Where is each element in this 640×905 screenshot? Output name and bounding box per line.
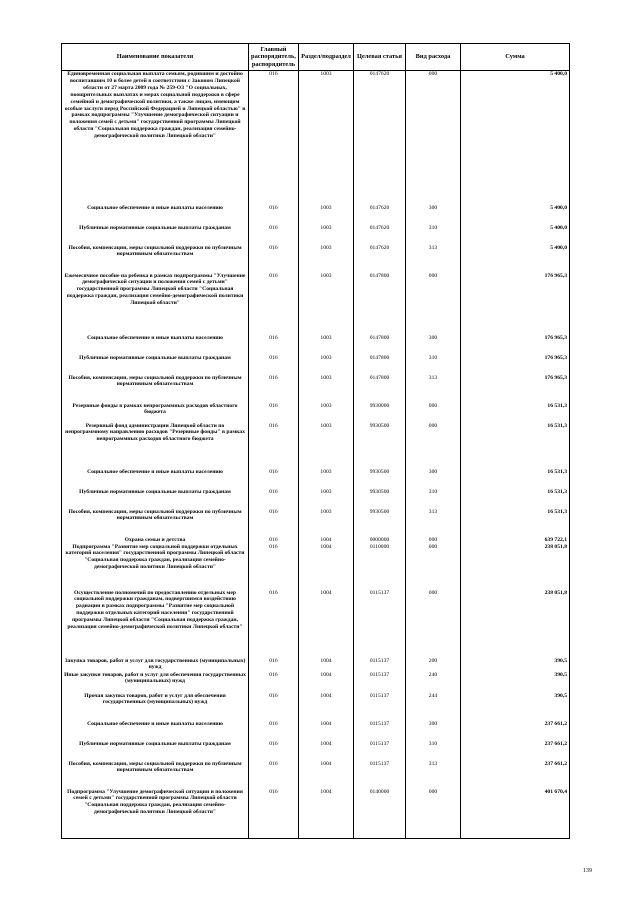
- cell-cs: 0115137: [354, 658, 406, 672]
- cell-razdel: 1003: [299, 355, 354, 375]
- cell-vr: 000: [406, 537, 461, 544]
- cell-vr: 000: [406, 789, 461, 839]
- table-row: [62, 225, 570, 245]
- cell-glav: 016: [249, 658, 299, 672]
- table-row: [62, 375, 570, 403]
- cell-cs: 0147800: [354, 335, 406, 355]
- cell-vr: 000: [406, 403, 461, 423]
- cell-vr: 300: [406, 469, 461, 489]
- table-header-row: [62, 44, 570, 71]
- cell-razdel: 1003: [299, 71, 354, 205]
- cell-glav: 016: [249, 403, 299, 423]
- table-row: [62, 489, 570, 509]
- cell-name: Социальное обеспечение и иные выплаты населению: [62, 721, 249, 741]
- cell-razdel: 1003: [299, 245, 354, 273]
- cell-vr: 000: [406, 544, 461, 590]
- cell-vr: 000: [406, 273, 461, 335]
- cell-vr: 000: [406, 71, 461, 205]
- cell-razdel: 1004: [299, 590, 354, 658]
- cell-summa: 176 965,3: [461, 355, 570, 375]
- cell-vr: 300: [406, 205, 461, 225]
- cell-cs: 0147620: [354, 205, 406, 225]
- cell-cs: 0115137: [354, 761, 406, 789]
- cell-razdel: 1003: [299, 489, 354, 509]
- table-row: [62, 205, 570, 225]
- table-row: [62, 789, 570, 839]
- cell-razdel: 1003: [299, 273, 354, 335]
- cell-vr: 313: [406, 761, 461, 789]
- cell-name: Социальное обеспечение и иные выплаты населению: [62, 335, 249, 355]
- cell-glav: 016: [249, 355, 299, 375]
- cell-summa: 176 965,3: [461, 273, 570, 335]
- cell-glav: 016: [249, 469, 299, 489]
- cell-razdel: 1004: [299, 789, 354, 839]
- header-razdel: Раздел/подраздел: [299, 44, 354, 71]
- cell-cs: 0110000: [354, 544, 406, 590]
- cell-cs: 0115137: [354, 741, 406, 761]
- table-row: [62, 469, 570, 489]
- cell-glav: 016: [249, 761, 299, 789]
- header-name: Наименование показателя: [62, 44, 249, 71]
- cell-razdel: 1004: [299, 741, 354, 761]
- cell-vr: 313: [406, 509, 461, 537]
- cell-glav: 016: [249, 721, 299, 741]
- cell-razdel: 1003: [299, 375, 354, 403]
- cell-razdel: 1003: [299, 403, 354, 423]
- cell-vr: 000: [406, 423, 461, 469]
- cell-name: Социальное обеспечение и иные выплаты населению: [62, 469, 249, 489]
- cell-summa: 5 400,0: [461, 245, 570, 273]
- cell-name: Прочая закупка товаров, работ и услуг для обеспечения государственных (муниципальных) нужд: [62, 693, 249, 721]
- cell-cs: 9930000: [354, 403, 406, 423]
- table-row: [62, 721, 570, 741]
- cell-glav: 016: [249, 423, 299, 469]
- cell-vr: 310: [406, 225, 461, 245]
- table-row: [62, 71, 570, 205]
- cell-summa: 5 400,0: [461, 225, 570, 245]
- table-row: [62, 273, 570, 335]
- cell-razdel: 1003: [299, 469, 354, 489]
- cell-cs: 0147800: [354, 355, 406, 375]
- cell-glav: 016: [249, 672, 299, 693]
- cell-glav: 016: [249, 544, 299, 590]
- cell-name: Пособия, компенсации, меры социальной поддержки по публичным нормативным обязательствам: [62, 375, 249, 403]
- cell-cs: 9930500: [354, 423, 406, 469]
- budget-table: [61, 43, 570, 839]
- cell-glav: 016: [249, 693, 299, 721]
- cell-summa: 176 965,3: [461, 335, 570, 355]
- cell-name: Закупка товаров, работ и услуг для государственных (муниципальных) нужд: [62, 658, 249, 672]
- cell-glav: 016: [249, 741, 299, 761]
- table-row: [62, 672, 570, 693]
- table-row: [62, 509, 570, 537]
- table-row: [62, 403, 570, 423]
- cell-vr: 313: [406, 375, 461, 403]
- cell-name: Осуществление полномочий по предоставлению отдельных мер социальной поддержки гражданам, подвергшимся воздействию радиации в рамках подпрограммы "Развитие мер социальной поддержки отдельных категорий населения" государственной программы Липецкой области "Социальная поддержка граждан, реализация семейно-демографической политики Липецкой области": [62, 590, 249, 658]
- cell-vr: 310: [406, 355, 461, 375]
- cell-glav: 016: [249, 225, 299, 245]
- cell-cs: 0115137: [354, 721, 406, 741]
- table-row: [62, 544, 570, 590]
- cell-razdel: 1003: [299, 423, 354, 469]
- cell-razdel: 1003: [299, 335, 354, 355]
- cell-name: Публичные нормативные социальные выплаты гражданам: [62, 489, 249, 509]
- table-row: [62, 658, 570, 672]
- cell-summa: 16 531,3: [461, 489, 570, 509]
- table-row: [62, 245, 570, 273]
- cell-vr: 000: [406, 590, 461, 658]
- table-row: [62, 537, 570, 544]
- cell-cs: 0147620: [354, 225, 406, 245]
- cell-cs: 9930500: [354, 469, 406, 489]
- cell-cs: 0115137: [354, 672, 406, 693]
- cell-glav: 016: [249, 375, 299, 403]
- cell-name: Подпрограмма "Улучшение демографической ситуации и положения семей с детьми" государственной программы Липецкой области "Социальная поддержка граждан, реализация семейно-демографической политики Липецкой области": [62, 789, 249, 839]
- cell-cs: 0115137: [354, 590, 406, 658]
- header-summa: Сумма: [461, 44, 570, 71]
- cell-name: Пособия, компенсации, меры социальной поддержки по публичным нормативным обязательствам: [62, 509, 249, 537]
- cell-name: Ежемесячное пособие на ребенка в рамках подпрограммы "Улучшение демографической ситуации и положения семей с детьми" государственной программы Липецкой области "Социальная поддержка граждан, реализация семейно-демографической политики Липецкой области": [62, 273, 249, 335]
- cell-summa: 237 661,2: [461, 721, 570, 741]
- cell-cs: 9930500: [354, 489, 406, 509]
- cell-summa: 237 661,2: [461, 761, 570, 789]
- cell-razdel: 1004: [299, 537, 354, 544]
- cell-summa: 16 531,3: [461, 403, 570, 423]
- table-row: [62, 355, 570, 375]
- cell-cs: 0115137: [354, 693, 406, 721]
- cell-cs: 0147620: [354, 71, 406, 205]
- table-row: [62, 761, 570, 789]
- cell-name: Охрана семьи и детства: [62, 537, 249, 544]
- cell-razdel: 1003: [299, 205, 354, 225]
- table-row: [62, 590, 570, 658]
- cell-vr: 200: [406, 658, 461, 672]
- cell-summa: 16 531,3: [461, 469, 570, 489]
- cell-summa: 238 051,8: [461, 544, 570, 590]
- cell-summa: 16 531,3: [461, 509, 570, 537]
- table-row: [62, 693, 570, 721]
- cell-name: Резервный фонд администрации Липецкой области по непрограммному направлению расходов "Резервные фонды" в рамках непрограммных расходов областного бюджета: [62, 423, 249, 469]
- cell-glav: 016: [249, 489, 299, 509]
- cell-razdel: 1004: [299, 693, 354, 721]
- cell-vr: 300: [406, 721, 461, 741]
- cell-name: Подпрограмма "Развитие мер социальной поддержки отдельных категорий населения" государственной программы Липецкой области "Социальная поддержка граждан, реализация семейно-демографической политики Липецкой области": [62, 544, 249, 590]
- page-number: 139: [583, 868, 592, 874]
- cell-glav: 016: [249, 590, 299, 658]
- cell-name: Иные закупки товаров, работ и услуг для обеспечения государственных (муниципальных) нужд: [62, 672, 249, 693]
- cell-glav: 016: [249, 71, 299, 205]
- header-vr: Вид расхода: [406, 44, 461, 71]
- cell-vr: 313: [406, 245, 461, 273]
- cell-cs: 0140000: [354, 789, 406, 839]
- cell-glav: 016: [249, 205, 299, 225]
- cell-razdel: 1004: [299, 672, 354, 693]
- cell-cs: 0000000: [354, 537, 406, 544]
- cell-cs: 0147800: [354, 375, 406, 403]
- cell-summa: 401 670,4: [461, 789, 570, 839]
- cell-razdel: 1004: [299, 721, 354, 741]
- header-cs: Целевая статья: [354, 44, 406, 71]
- cell-glav: 016: [249, 245, 299, 273]
- table-row: [62, 335, 570, 355]
- cell-name: Публичные нормативные социальные выплаты гражданам: [62, 741, 249, 761]
- cell-vr: 310: [406, 741, 461, 761]
- cell-name: Пособия, компенсации, меры социальной поддержки по публичным нормативным обязательствам: [62, 761, 249, 789]
- cell-razdel: 1004: [299, 658, 354, 672]
- cell-summa: 16 531,3: [461, 423, 570, 469]
- cell-razdel: 1003: [299, 225, 354, 245]
- cell-razdel: 1003: [299, 509, 354, 537]
- cell-cs: 0147800: [354, 273, 406, 335]
- cell-cs: 0147620: [354, 245, 406, 273]
- cell-name: Пособия, компенсации, меры социальной поддержки по публичным нормативным обязательствам: [62, 245, 249, 273]
- cell-summa: 390,5: [461, 658, 570, 672]
- table-body: [62, 71, 570, 839]
- cell-vr: 244: [406, 693, 461, 721]
- cell-name: Резервные фонды в рамках непрограммных расходов областного бюджета: [62, 403, 249, 423]
- cell-glav: 016: [249, 509, 299, 537]
- cell-razdel: 1004: [299, 761, 354, 789]
- cell-summa: 5 400,0: [461, 71, 570, 205]
- cell-summa: 238 051,8: [461, 590, 570, 658]
- cell-summa: 390,5: [461, 672, 570, 693]
- cell-vr: 240: [406, 672, 461, 693]
- cell-summa: 176 965,3: [461, 375, 570, 403]
- cell-glav: 016: [249, 273, 299, 335]
- cell-cs: 9930500: [354, 509, 406, 537]
- header-glav: Главный распорядитель, распорядитель: [249, 44, 299, 71]
- cell-name: Единовременная социальная выплата семьям, родившим и достойно воспитавшим 10 и более детей в соответствии с Законом Липецкой области от 27 марта 2009 года № 259-ОЗ "О социальных, поощрительных выплатах и мерах социальной поддержки в сфере семейной и демографической политики, а также лицам, имеющим особые заслуги перед Российской Федерацией и Липецкой областью" в рамках подпрограммы "Улучшение демографической ситуации и положения семей с детьми" государственной программы Липецкой области "Социальная поддержка граждан, реализация семейно-демографической политики Липецкой области": [62, 71, 249, 205]
- cell-glav: 016: [249, 537, 299, 544]
- cell-vr: 300: [406, 335, 461, 355]
- cell-summa: 5 400,0: [461, 205, 570, 225]
- table-row: [62, 423, 570, 469]
- cell-summa: 390,5: [461, 693, 570, 721]
- cell-summa: 639 722,1: [461, 537, 570, 544]
- cell-glav: 016: [249, 789, 299, 839]
- cell-razdel: 1004: [299, 544, 354, 590]
- cell-summa: 237 661,2: [461, 741, 570, 761]
- cell-name: Социальное обеспечение и иные выплаты населению: [62, 205, 249, 225]
- cell-vr: 310: [406, 489, 461, 509]
- table-row: [62, 741, 570, 761]
- cell-glav: 016: [249, 335, 299, 355]
- cell-name: Публичные нормативные социальные выплаты гражданам: [62, 225, 249, 245]
- cell-name: Публичные нормативные социальные выплаты гражданам: [62, 355, 249, 375]
